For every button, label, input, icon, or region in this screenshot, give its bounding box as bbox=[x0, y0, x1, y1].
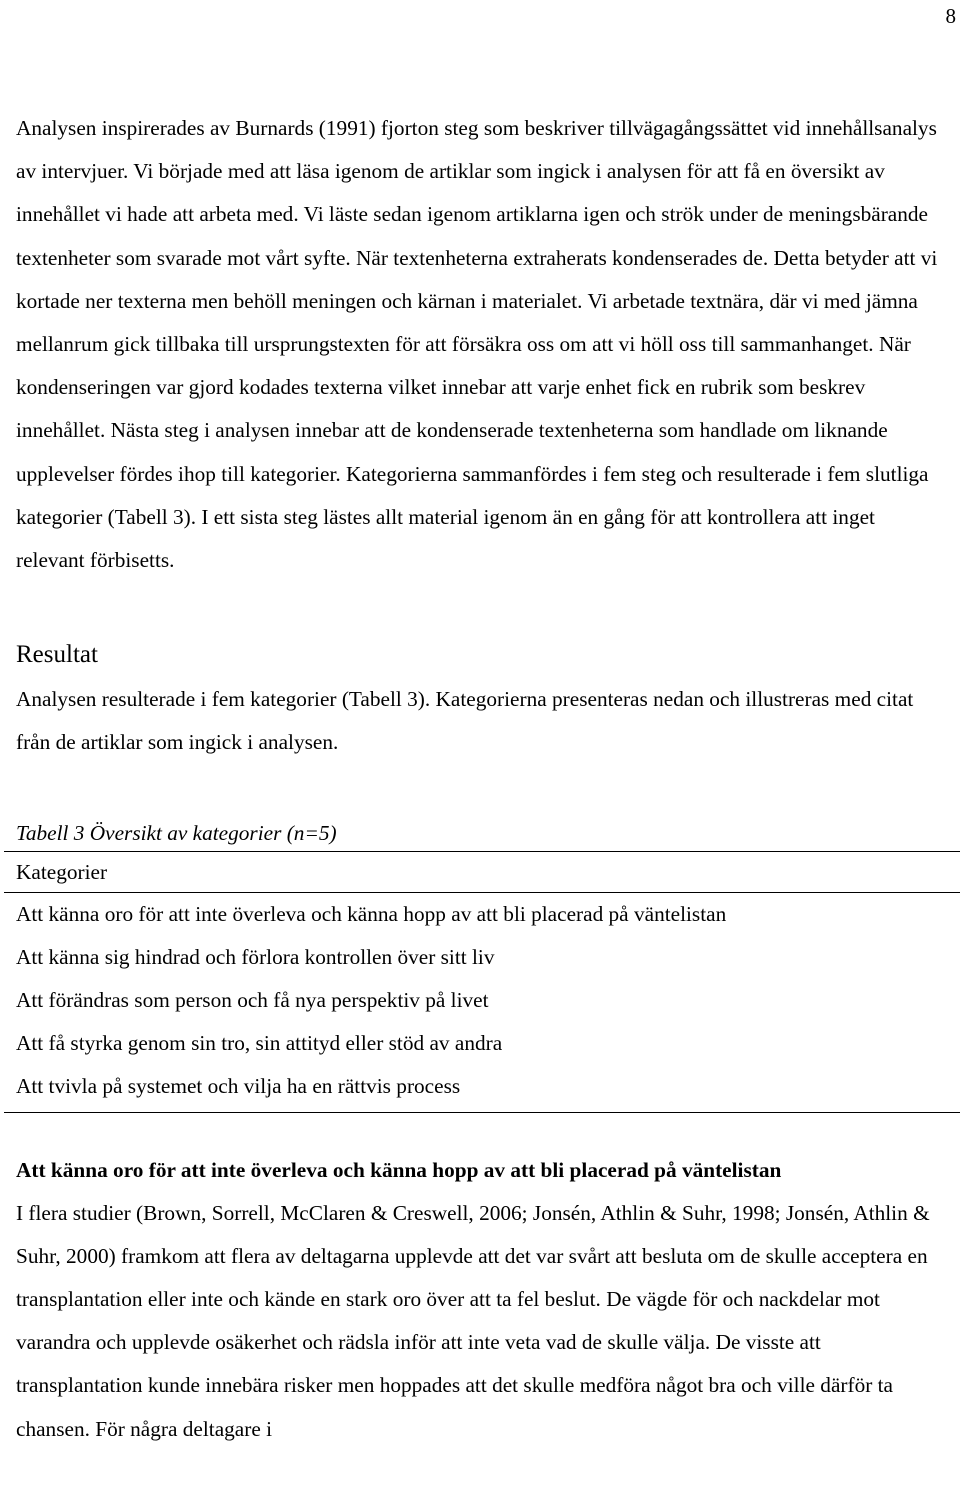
results-heading: Resultat bbox=[16, 641, 98, 669]
table-row: Att tvivla på systemet och vilja ha en rättvis process bbox=[16, 1073, 461, 1098]
table-caption: Tabell 3 Översikt av kategorier (n=5) bbox=[16, 820, 337, 845]
categories-table bbox=[4, 851, 960, 1113]
section-body: I flera studier (Brown, Sorrell, McClaren & Creswell, 2006; Jonsén, Athlin & Suhr, 1998; Jonsén, Athlin & Suhr, 2000) framkom att flera av deltagarna upplevde att det var svårt att besluta om de skulle acceptera en transplantation eller inte och kände en stark oro över att ta fel beslut. De vägde för och nackdelar mot varandra och upplevde osäkerhet och rädsla inför att inte veta vad de skulle välja. De visste att transplantation kunde innebära risker men hoppades att det skulle medföra något bra och ville därför ta chansen. För några deltagare i bbox=[16, 1200, 930, 1441]
table-row: Att känna sig hindrad och förlora kontrollen över sitt liv bbox=[16, 944, 495, 969]
table-row: Att känna oro för att inte överleva och känna hopp av att bli placerad på väntelistan bbox=[16, 901, 727, 926]
table-row: Att få styrka genom sin tro, sin attityd eller stöd av andra bbox=[16, 1030, 503, 1055]
table-row: Att förändras som person och få nya perspektiv på livet bbox=[16, 987, 489, 1012]
method-paragraph: Analysen inspirerades av Burnards (1991) fjorton steg som beskriver tillvägagångssättet vid innehållsanalys av intervjuer. Vi började med att läsa igenom de artiklar som ingick i analysen för att få en översikt av innehållet vi hade att arbeta med. Vi läste sedan igenom artiklarna igen och strök under de meningsbärande textenheter som svarade mot vårt syfte. När textenheterna extraherats kondenserades de. Detta betyder att vi kortade ner texterna men behöll meningen och kärnan i materialet. Vi arbetade textnära, där vi med jämna mellanrum gick tillbaka till ursprungstexten för att försäkra oss om att vi höll oss till sammanhanget. När kondenseringen var gjord kodades texterna vilket innebar att varje enhet fick en rubrik som beskrev innehållet. Nästa steg i analysen innebar att de kondenserade textenheterna som handlade om liknande upplevelser fördes ihop till kategorier. Kategorierna sammanfördes i fem steg och resulterade i fem slutliga kategorier (Tabell 3). I ett sista steg lästes allt material igenom än en gång för att kontrollera att inget relevant förbisetts. bbox=[16, 116, 938, 573]
results-intro: Analysen resulterade i fem kategorier (Tabell 3). Kategorierna presenteras nedan och illustreras med citat från de artiklar som ingick i analysen. bbox=[16, 687, 914, 755]
page-number: 8 bbox=[945, 4, 956, 28]
section-title: Att känna oro för att inte överleva och känna hopp av att bli placerad på väntelistan bbox=[16, 1157, 782, 1182]
page-content bbox=[16, 107, 946, 1451]
table-header: Kategorier bbox=[4, 852, 960, 893]
